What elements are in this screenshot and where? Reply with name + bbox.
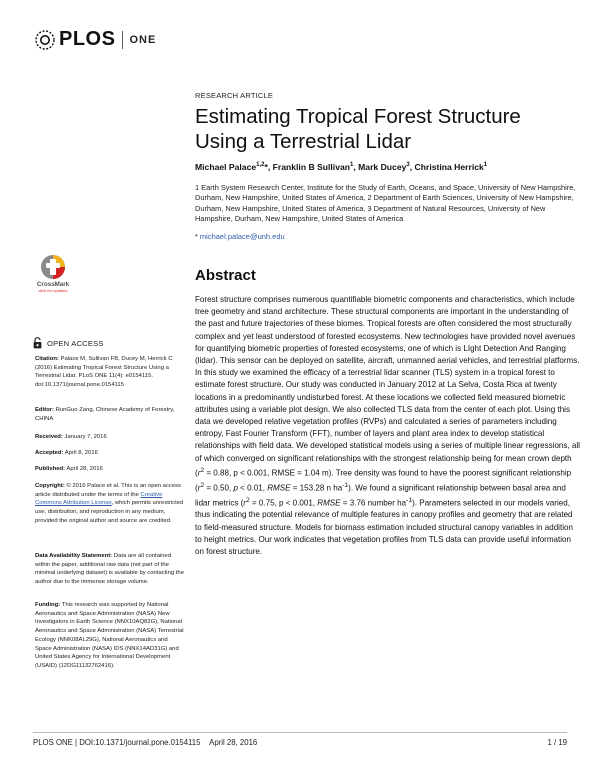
footer-date: April 28, 2016 [209, 738, 258, 747]
author-affil-sup: 3 [406, 162, 410, 169]
crossmark-sublabel: click for updates [38, 288, 68, 293]
corresponding-email-line [195, 232, 285, 241]
open-access-label: OPEN ACCESS [47, 338, 104, 348]
received-label: Received: [35, 434, 63, 440]
accepted-block [35, 449, 185, 458]
author-name[interactable]: Christina Herrick [414, 162, 484, 172]
copyright-block [35, 482, 185, 526]
accepted-label: Accepted: [35, 450, 64, 456]
article-title: Estimating Tropical Forest Structure Using a Terrestrial Lidar [195, 105, 521, 153]
citation-text: Palace M, Sullivan FB, Ducey M, Herrick C (2016) Estimating Tropical Forest Structure Using a Terrestrial Lidar. PLoS ONE 11(4): e0154115. doi:10.1371/journal.pone.0154115 [35, 356, 173, 389]
author-affil-sup: 1,2 [256, 162, 265, 169]
author-name[interactable]: Franklin B Sullivan [272, 162, 351, 172]
citation-block [35, 355, 185, 390]
author-name[interactable]: Michael Palace [195, 162, 257, 172]
open-access-badge [33, 337, 104, 349]
email-star: * [195, 232, 198, 241]
abstract-text: Forest structure comprises numerous quantifiable biometric components and characteristics, which include tree geometry and stand architecture. These structural components are important in the understanding of the past and future trajectories of these biomes. Tropical forests are often considered the most structurally complex and yet least understood of forested ecosystems. New technologies have provided novel avenues for quantifying biometric properties of forested ecosystems, one of which is LIght Detection And Ranging (lidar). This sensor can be deployed on satellite, aircraft, unmanned aerial vehicles, and terrestrial platforms. In this study we examined the efficacy of a terrestrial lidar scanner (TLS) system in a tropical forest to estimate forest structure. Our study was conducted in January 2012 at La Selva, Costa Rica at twenty locations in a predominantly undisturbed forest. At these locations we collected field measured biometric attributes using a variable plot design. We also collected TLS data from the center of each plot. Using this data we developed relative vegetation profiles (RVPs) and calculated a series of parameters including entropy, Fast Fourier Transform (FFT), number of layers and plant area index to develop statistical relationships with field data. We developed statistical models using a series of multiple linear regressions, all of which converged on significant relationships with the strongest relationship being for mean crown depth ($r^2 = 0.88$, p < 0.001, RMSE = 1.04 m). Tree density was found to have the poorest significant relationship ($r^2 = 0.50$, p < 0.01, RMSE = 153.28 n $ha^{-1}$). We found a significant relationship between basal area and lidar metrics ($r^2 = 0.75$, p < 0.001, RMSE = 3.76 number $ha^{-1}$). Parameters selected in our models varied, thus indicating the potential relevance of multiple features in canopy profiles and geometry that are related to field-measured structure. Models for biomass estimation included structural canopy variables in addition to height metrics. Our work indicates that vegetation profiles from TLS data can provide useful information on forest structure. [195, 295, 580, 557]
funding-block [35, 601, 185, 671]
copyright-label: Copyright: [35, 483, 65, 489]
cc-license-link[interactable]: Creative Commons Attribution License [35, 491, 163, 507]
plos-logo-icon [34, 29, 56, 51]
author-corresponding-mark: * [264, 162, 268, 172]
logo-one-text: ONE [129, 33, 157, 46]
logo-plos-text: PLOS [59, 28, 116, 50]
crossmark-badge[interactable] [33, 254, 73, 293]
crossmark-icon [40, 254, 66, 280]
open-lock-icon [33, 337, 42, 349]
footer-citation [33, 738, 257, 747]
author-affil-sup: 1 [350, 162, 354, 169]
plos-one-logo[interactable] [34, 28, 156, 51]
published-block [35, 465, 185, 474]
funding-label: Funding: [35, 602, 61, 608]
corresponding-email-link[interactable]: michael.palace@unh.edu [199, 232, 285, 241]
footer-divider [33, 732, 567, 733]
accepted-date: April 8, 2016 [64, 450, 98, 456]
published-label: Published: [35, 466, 66, 472]
received-date: January 7, 2016 [64, 434, 107, 440]
copyright-text-end: , which permits unrestricted use, distribution, and reproduction in any medium, provided the original author and source are credited. [35, 500, 184, 524]
author-name[interactable]: Mark Ducey [358, 162, 407, 172]
editor-block [35, 406, 185, 423]
data-availability-label: Data Availability Statement: [35, 553, 113, 559]
logo-separator [122, 31, 123, 49]
data-availability-block [35, 552, 185, 587]
author-list: Michael Palace$^{1,2}$*, Franklin B Sullivan$^1$, Mark Ducey$^3$, Christina Herrick$^1$ [195, 162, 488, 172]
abstract-heading: Abstract [195, 267, 256, 284]
footer-journal-doi[interactable]: PLOS ONE | DOI:10.1371/journal.pone.0154115 [33, 738, 201, 747]
data-availability-text: Data are all contained within the paper, additional raw data (not part of the minimal underlying dataset) is available by contacting the author due to the immense storage volume. [35, 553, 184, 586]
citation-label: Citation: [35, 356, 59, 362]
article-type: RESEARCH ARTICLE [195, 91, 274, 100]
funding-text: This research was supported by National Aeronautics and Space Administration (NASA) New Investigators in Earth Science (NNX10AQ82G), National Aeronautics and Space Administration (NASA) Terrestrial Ecology (NNK08AL29G), National Aeronautics and Space Administration (NASA) IDS (NNX14AD31G) and United States Agency for International Development (USAID) (12DG11132762416). [35, 602, 184, 669]
page-number: 1 / 19 [547, 738, 567, 747]
author-affil-sup: 1 [483, 162, 488, 169]
received-block [35, 433, 185, 442]
copyright-text: © 2016 Palace et al. This is an open access article distributed under the terms of the [35, 483, 182, 498]
affiliations: 1 Earth System Research Center, Institute for the Study of Earth, Oceans, and Space, University of New Hampshire, Durham, New Hampshire, United States of America, 2 Department of Earth Sciences, University of New Hampshire, Durham, New Hampshire, United States of America, 3 Department of Natural Resources, University of New Hampshire, Durham, New Hampshire, United States of America [195, 183, 576, 223]
editor-label: Editor: [35, 407, 54, 413]
editor-text: RunGuo Zang, Chinese Academy of Forestry, CHINA [35, 407, 175, 422]
published-date: April 28, 2016 [66, 466, 103, 472]
crossmark-label: CrossMark [36, 281, 70, 288]
